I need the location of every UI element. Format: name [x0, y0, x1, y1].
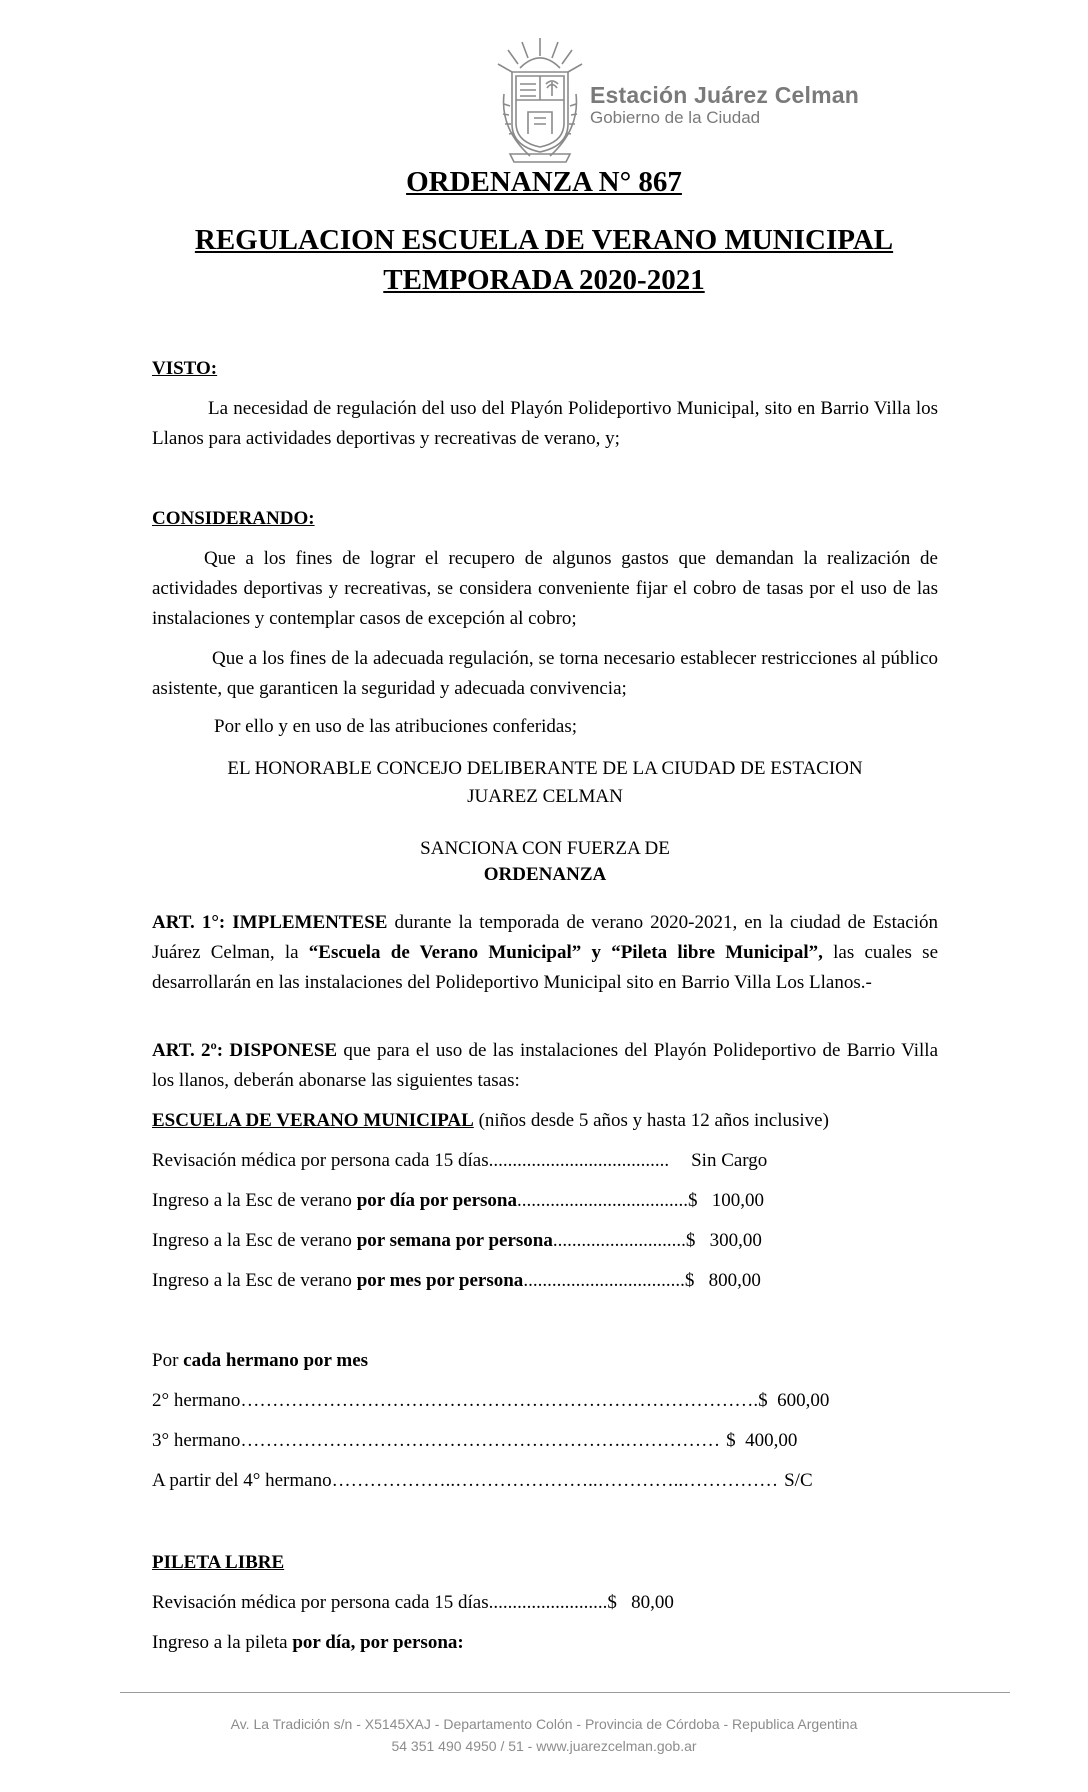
fee-label: Ingreso a la Esc de verano	[152, 1270, 357, 1291]
fee-price: $ 100,00	[688, 1190, 764, 1211]
fee-row	[152, 1190, 764, 1212]
considerando-heading: CONSIDERANDO:	[152, 508, 315, 529]
visto-heading: VISTO:	[152, 358, 218, 379]
sibling-price: $ 400,00	[726, 1430, 798, 1451]
considerando-paragraph-1: Que a los fines de lograr el recupero de algunos gastos que demandan la realización de actividades deportivas y recreativas, se considera conveniente fijar el cobro de tasas por el uso de las instalaciones y contemplar casos de excepción al cobro;	[152, 548, 938, 629]
coat-of-arms-logo	[490, 34, 590, 164]
sibling-price: S/C	[784, 1470, 813, 1491]
footer-divider	[120, 1692, 1010, 1693]
sibling-label: A partir del 4° hermano	[152, 1470, 332, 1491]
fee-label: Ingreso a la Esc de verano	[152, 1230, 357, 1251]
sibling-price: $ 600,00	[758, 1390, 830, 1411]
fee-price: $ 800,00	[684, 1270, 761, 1291]
hermanos-heading	[152, 1350, 368, 1372]
sanciona-line: SANCIONA CON FUERZA DE	[420, 838, 670, 859]
pileta-heading-text: PILETA LIBRE	[152, 1552, 285, 1573]
fee-label: Ingreso a la Esc de verano	[152, 1190, 357, 1211]
article-1-text-c: las cuales se desarrollarán en las instalaciones del Polideportivo Municipal sito en Barrio Villa Los Llanos.-	[152, 942, 939, 993]
ordenanza-heading: ORDENANZA	[483, 864, 607, 885]
article-2	[152, 1036, 938, 1096]
brand-block	[590, 82, 859, 128]
article-2-label: ART. 2º: DISPONESE	[152, 1040, 338, 1061]
hermanos-heading-bold: cada hermano por mes	[183, 1350, 369, 1371]
pileta-heading	[152, 1552, 284, 1574]
fee-price: Sin Cargo	[691, 1150, 768, 1171]
fee-price: $ 300,00	[685, 1230, 762, 1251]
ordinance-title: ORDENANZA N° 867	[406, 166, 682, 198]
escuela-note: (niños desde 5 años y hasta 12 años inclusive)	[473, 1110, 829, 1131]
pileta-fee-dots: .........................	[488, 1592, 608, 1613]
fee-dots: ......................................	[488, 1150, 670, 1171]
subject-title-line1: REGULACION ESCUELA DE VERANO MUNICIPAL	[194, 224, 894, 256]
sibling-row	[152, 1430, 797, 1452]
fee-label-bold: por día por persona	[356, 1190, 517, 1211]
fee-label-bold: por semana por persona	[356, 1230, 553, 1251]
fee-label: Revisación médica por persona cada 15 días	[152, 1150, 489, 1171]
sibling-row	[152, 1390, 829, 1412]
article-2-text: que para el uso de las instalaciones del Playón Polideportivo de Barrio Villa los llanos, deberán abonarse las siguientes tasas:	[152, 1040, 938, 1091]
fee-dots: ............................	[552, 1230, 686, 1251]
article-1-name-1: “Escuela de Verano Municipal”	[308, 942, 582, 963]
article-1-name-2: “Pileta libre Municipal”,	[611, 942, 823, 963]
brand-title: Estación Juárez Celman	[590, 82, 860, 108]
article-1-text-b: y	[581, 942, 612, 963]
hermanos-heading-pre: Por	[152, 1350, 184, 1371]
sibling-dots: ………………..…………………..…………..……………	[331, 1470, 779, 1491]
footer-contact: 54 351 490 4950 / 51 - www.juarezcelman.gob.ar	[391, 1738, 697, 1754]
footer-address: Av. La Tradición s/n - X5145XAJ - Departamento Colón - Provincia de Córdoba - Republica Argentina	[230, 1716, 858, 1732]
considerando-paragraph-2: Que a los fines de la adecuada regulación, se torna necesario establecer restricciones al público asistente, que garanticen la seguridad y adecuada convivencia;	[152, 648, 938, 699]
article-1-label: ART. 1°: IMPLEMENTESE	[152, 912, 388, 933]
fee-dots: ..................................	[523, 1270, 685, 1291]
pileta-fee-label: Revisación médica por persona cada 15 días	[152, 1592, 489, 1613]
sibling-label: 3° hermano	[152, 1430, 241, 1451]
sibling-dots: ……………………………………………………………………….	[240, 1390, 759, 1411]
considerando-paragraph-3: Por ello y en uso de las atribuciones conferidas;	[214, 716, 578, 737]
brand-subtitle: Gobierno de la Ciudad	[590, 108, 761, 127]
article-1-text-a: durante la temporada de verano 2020-2021, en la ciudad de Estación Juárez Celman, la	[152, 912, 939, 963]
council-line-2: JUAREZ CELMAN	[467, 786, 623, 807]
sibling-row	[152, 1470, 813, 1492]
pileta-fee-row	[152, 1592, 674, 1614]
fee-row	[152, 1150, 767, 1172]
sibling-label: 2° hermano	[152, 1390, 241, 1411]
pileta-entry-row	[152, 1632, 464, 1654]
escuela-heading: ESCUELA DE VERANO MUNICIPAL	[152, 1110, 474, 1131]
visto-text: La necesidad de regulación del uso del Playón Polideportivo Municipal, sito en Barrio Villa los Llanos para actividades deportivas y recreativas de verano, y;	[152, 398, 938, 449]
escuela-heading-row	[152, 1110, 829, 1132]
subject-title-line2: TEMPORADA 2020-2021	[383, 264, 705, 296]
sibling-dots: …………………………………………………….……………	[240, 1430, 721, 1451]
council-line-1: EL HONORABLE CONCEJO DELIBERANTE DE LA CIUDAD DE ESTACION	[227, 758, 863, 779]
fee-row	[152, 1230, 762, 1252]
pileta-entry-label: Ingreso a la pileta	[152, 1632, 293, 1653]
fee-dots: ....................................	[517, 1190, 688, 1211]
fee-row	[152, 1270, 761, 1292]
article-1	[152, 908, 938, 998]
pileta-fee-price: $ 80,00	[607, 1592, 674, 1613]
fee-label-bold: por mes por persona	[356, 1270, 524, 1291]
pileta-entry-label-bold: por día, por persona:	[292, 1632, 464, 1653]
